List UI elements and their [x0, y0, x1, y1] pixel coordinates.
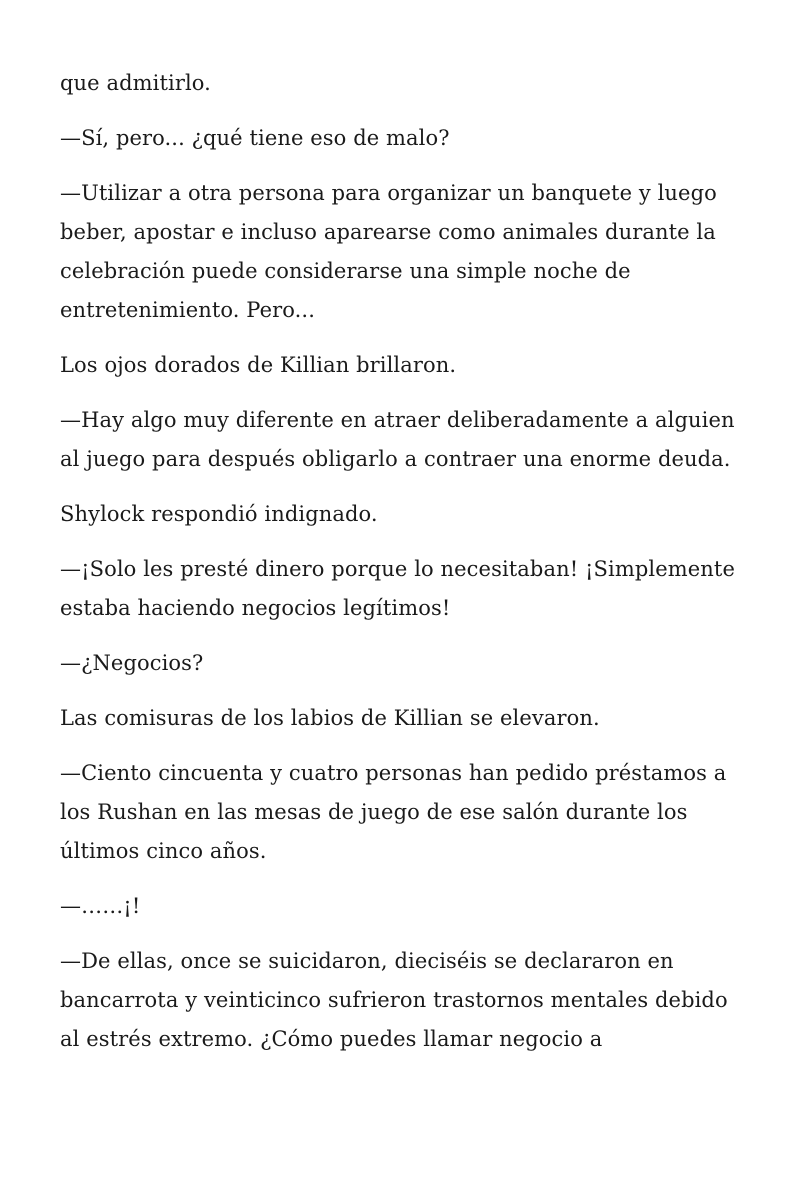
- paragraph-5: —Hay algo muy diferente en atraer deliberadamente a alguien al juego para después obligarlo a contraer una enorme deuda.: [60, 408, 735, 471]
- paragraph-4: Los ojos dorados de Killian brillaron.: [60, 353, 457, 377]
- paragraph-11: —……¡!: [60, 894, 141, 918]
- paragraph-10: —Ciento cincuenta y cuatro personas han pedido préstamos a los Rushan en las mesas de juego de ese salón durante los últimos cinco años.: [60, 761, 727, 863]
- paragraph-8: —¿Negocios?: [60, 651, 204, 675]
- paragraph-6: Shylock respondió indignado.: [60, 502, 378, 526]
- paragraph-9: Las comisuras de los labios de Killian se elevaron.: [60, 706, 600, 730]
- paragraph-7: —¡Solo les presté dinero porque lo necesitaban! ¡Simplemente estaba haciendo negocios legítimos!: [60, 557, 735, 620]
- paragraph-3: —Utilizar a otra persona para organizar un banquete y luego beber, apostar e incluso aparearse como animales durante la celebración puede considerarse una simple noche de entretenimiento. Pero...: [60, 181, 717, 322]
- book-page: [60, 64, 750, 1075]
- paragraph-2: —Sí, pero... ¿qué tiene eso de malo?: [60, 126, 450, 150]
- paragraph-1: que admitirlo.: [60, 71, 211, 95]
- paragraph-12: —De ellas, once se suicidaron, dieciséis se declararon en bancarrota y veinticinco sufrieron trastornos mentales debido al estrés extremo. ¿Cómo puedes llamar negocio a: [60, 949, 728, 1051]
